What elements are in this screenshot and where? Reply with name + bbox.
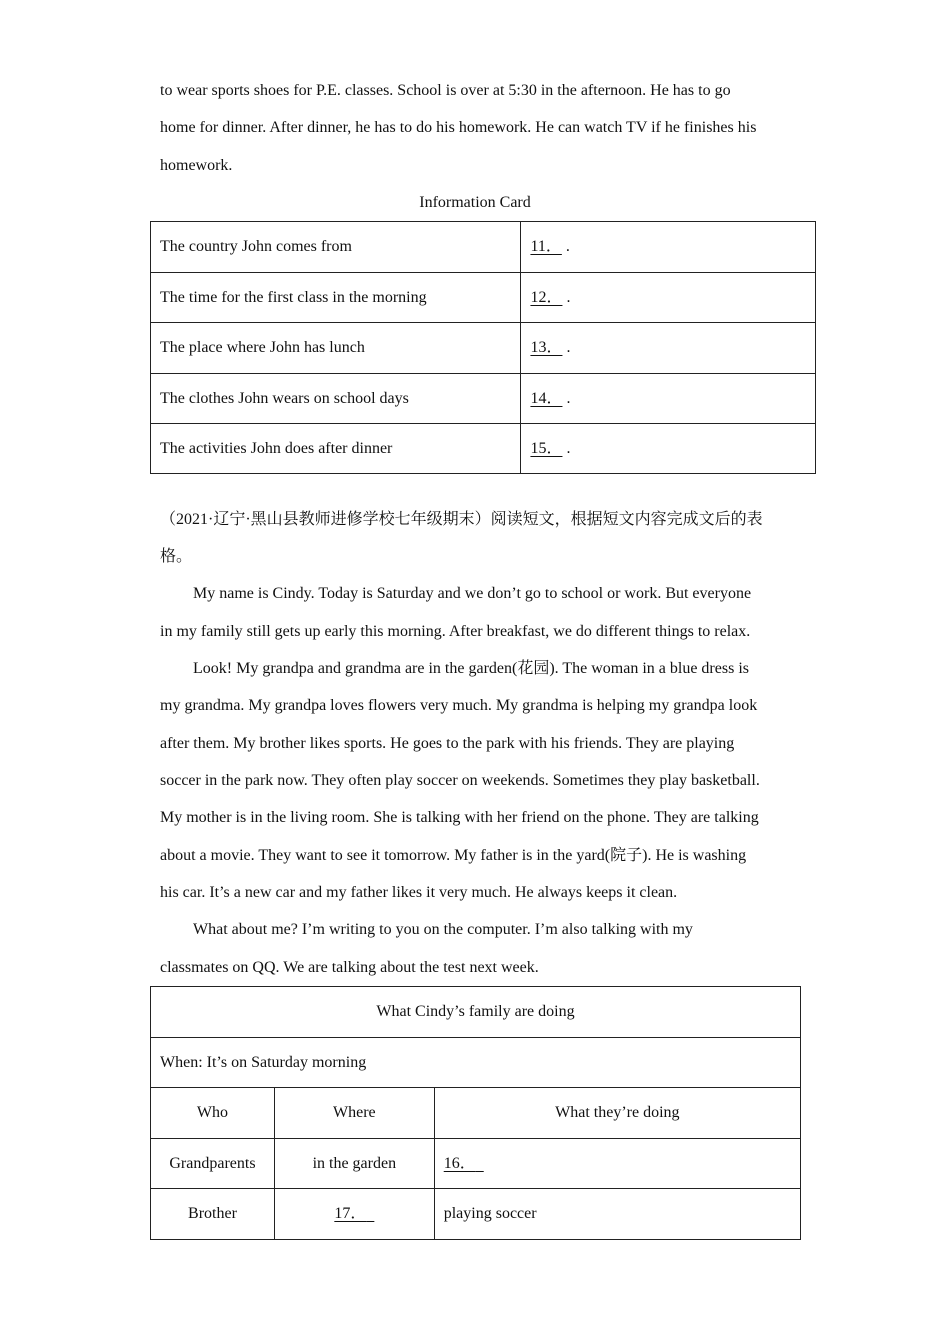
passage-line: soccer in the park now. They often play soccer on weekends. Sometimes they play basketball.	[160, 772, 760, 789]
family-activities-table	[150, 986, 801, 1240]
table-when-row	[151, 1038, 801, 1088]
passage-line: homework.	[160, 157, 233, 174]
passage-line: home for dinner. After dinner, he has to do his homework. He can watch TV if he finishes his	[160, 119, 757, 136]
answer-blank[interactable]: 16．	[443, 1154, 476, 1172]
answer-blank[interactable]: 13．	[530, 339, 563, 356]
answer-end: .	[566, 288, 571, 306]
table-row	[151, 1189, 801, 1240]
where-cell: in the garden	[274, 1139, 434, 1189]
question-source-line: 格。	[160, 548, 193, 565]
table-header-row	[151, 1088, 801, 1139]
information-card-table	[150, 221, 816, 474]
table-row	[151, 424, 816, 474]
answer-cell[interactable]	[521, 374, 816, 424]
answer-end: .	[565, 238, 570, 255]
answer-blank[interactable]: 12．	[530, 288, 563, 306]
table-title-row	[151, 987, 801, 1038]
passage-line: Look! My grandpa and grandma are in the garden(花园). The woman in a blue dress is	[193, 660, 749, 677]
passage-line: My mother is in the living room. She is talking with her friend on the phone. They are talking	[160, 809, 759, 826]
answer-cell[interactable]	[521, 273, 816, 323]
answer-cell[interactable]	[521, 222, 816, 273]
passage-line: classmates on QQ. We are talking about the test next week.	[160, 959, 539, 976]
table-title: What Cindy’s family are doing	[151, 987, 801, 1038]
question-source-line: （2021·辽宁·黑山县教师进修学校七年级期末）阅读短文，根据短文内容完成文后的表	[160, 511, 763, 528]
answer-blank[interactable]: 14．	[530, 389, 563, 407]
row-label: The country John comes from	[151, 222, 521, 273]
answer-end: .	[566, 339, 571, 356]
answer-blank[interactable]: 15．	[530, 439, 563, 457]
header-where: Where	[274, 1088, 434, 1139]
table-row	[151, 273, 816, 323]
header-who: Who	[151, 1088, 275, 1139]
table-row	[151, 374, 816, 424]
passage-line: in my family still gets up early this morning. After breakfast, we do different things to relax.	[160, 623, 751, 640]
answer-end: .	[566, 389, 571, 407]
passage-line: about a movie. They want to see it tomorrow. My father is in the yard(院子). He is washing	[160, 847, 747, 864]
who-cell: Grandparents	[151, 1139, 275, 1189]
answer-cell[interactable]	[521, 424, 816, 474]
header-doing: What they’re doing	[434, 1088, 800, 1139]
answer-cell[interactable]	[521, 323, 816, 374]
passage-line: What about me? I’m writing to you on the computer. I’m also talking with my	[193, 921, 693, 938]
row-label: The place where John has lunch	[151, 323, 521, 374]
row-label: The activities John does after dinner	[151, 424, 521, 474]
answer-end: .	[566, 439, 571, 457]
passage-line: my grandma. My grandpa loves flowers very much. My grandma is helping my grandpa look	[160, 697, 758, 714]
who-cell: Brother	[151, 1189, 275, 1240]
row-label: The clothes John wears on school days	[151, 374, 521, 424]
passage-line: his car. It’s a new car and my father likes it very much. He always keeps it clean.	[160, 884, 678, 901]
where-cell[interactable]	[274, 1189, 434, 1240]
passage-line: after them. My brother likes sports. He goes to the park with his friends. They are playing	[160, 735, 735, 752]
doing-cell: playing soccer	[434, 1189, 800, 1240]
row-label: The time for the first class in the morning	[151, 273, 521, 323]
doing-cell[interactable]	[434, 1139, 800, 1189]
answer-blank[interactable]: 11．	[530, 238, 562, 255]
card-title: Information Card	[419, 194, 531, 211]
when-cell: When: It’s on Saturday morning	[151, 1038, 801, 1088]
table-row	[151, 323, 816, 374]
table-row	[151, 222, 816, 273]
answer-blank[interactable]: 17．	[334, 1205, 367, 1222]
table-row	[151, 1139, 801, 1189]
passage-line: My name is Cindy. Today is Saturday and we don’t go to school or work. But everyone	[193, 585, 752, 602]
passage-line: to wear sports shoes for P.E. classes. School is over at 5:30 in the afternoon. He has to go	[160, 82, 731, 99]
